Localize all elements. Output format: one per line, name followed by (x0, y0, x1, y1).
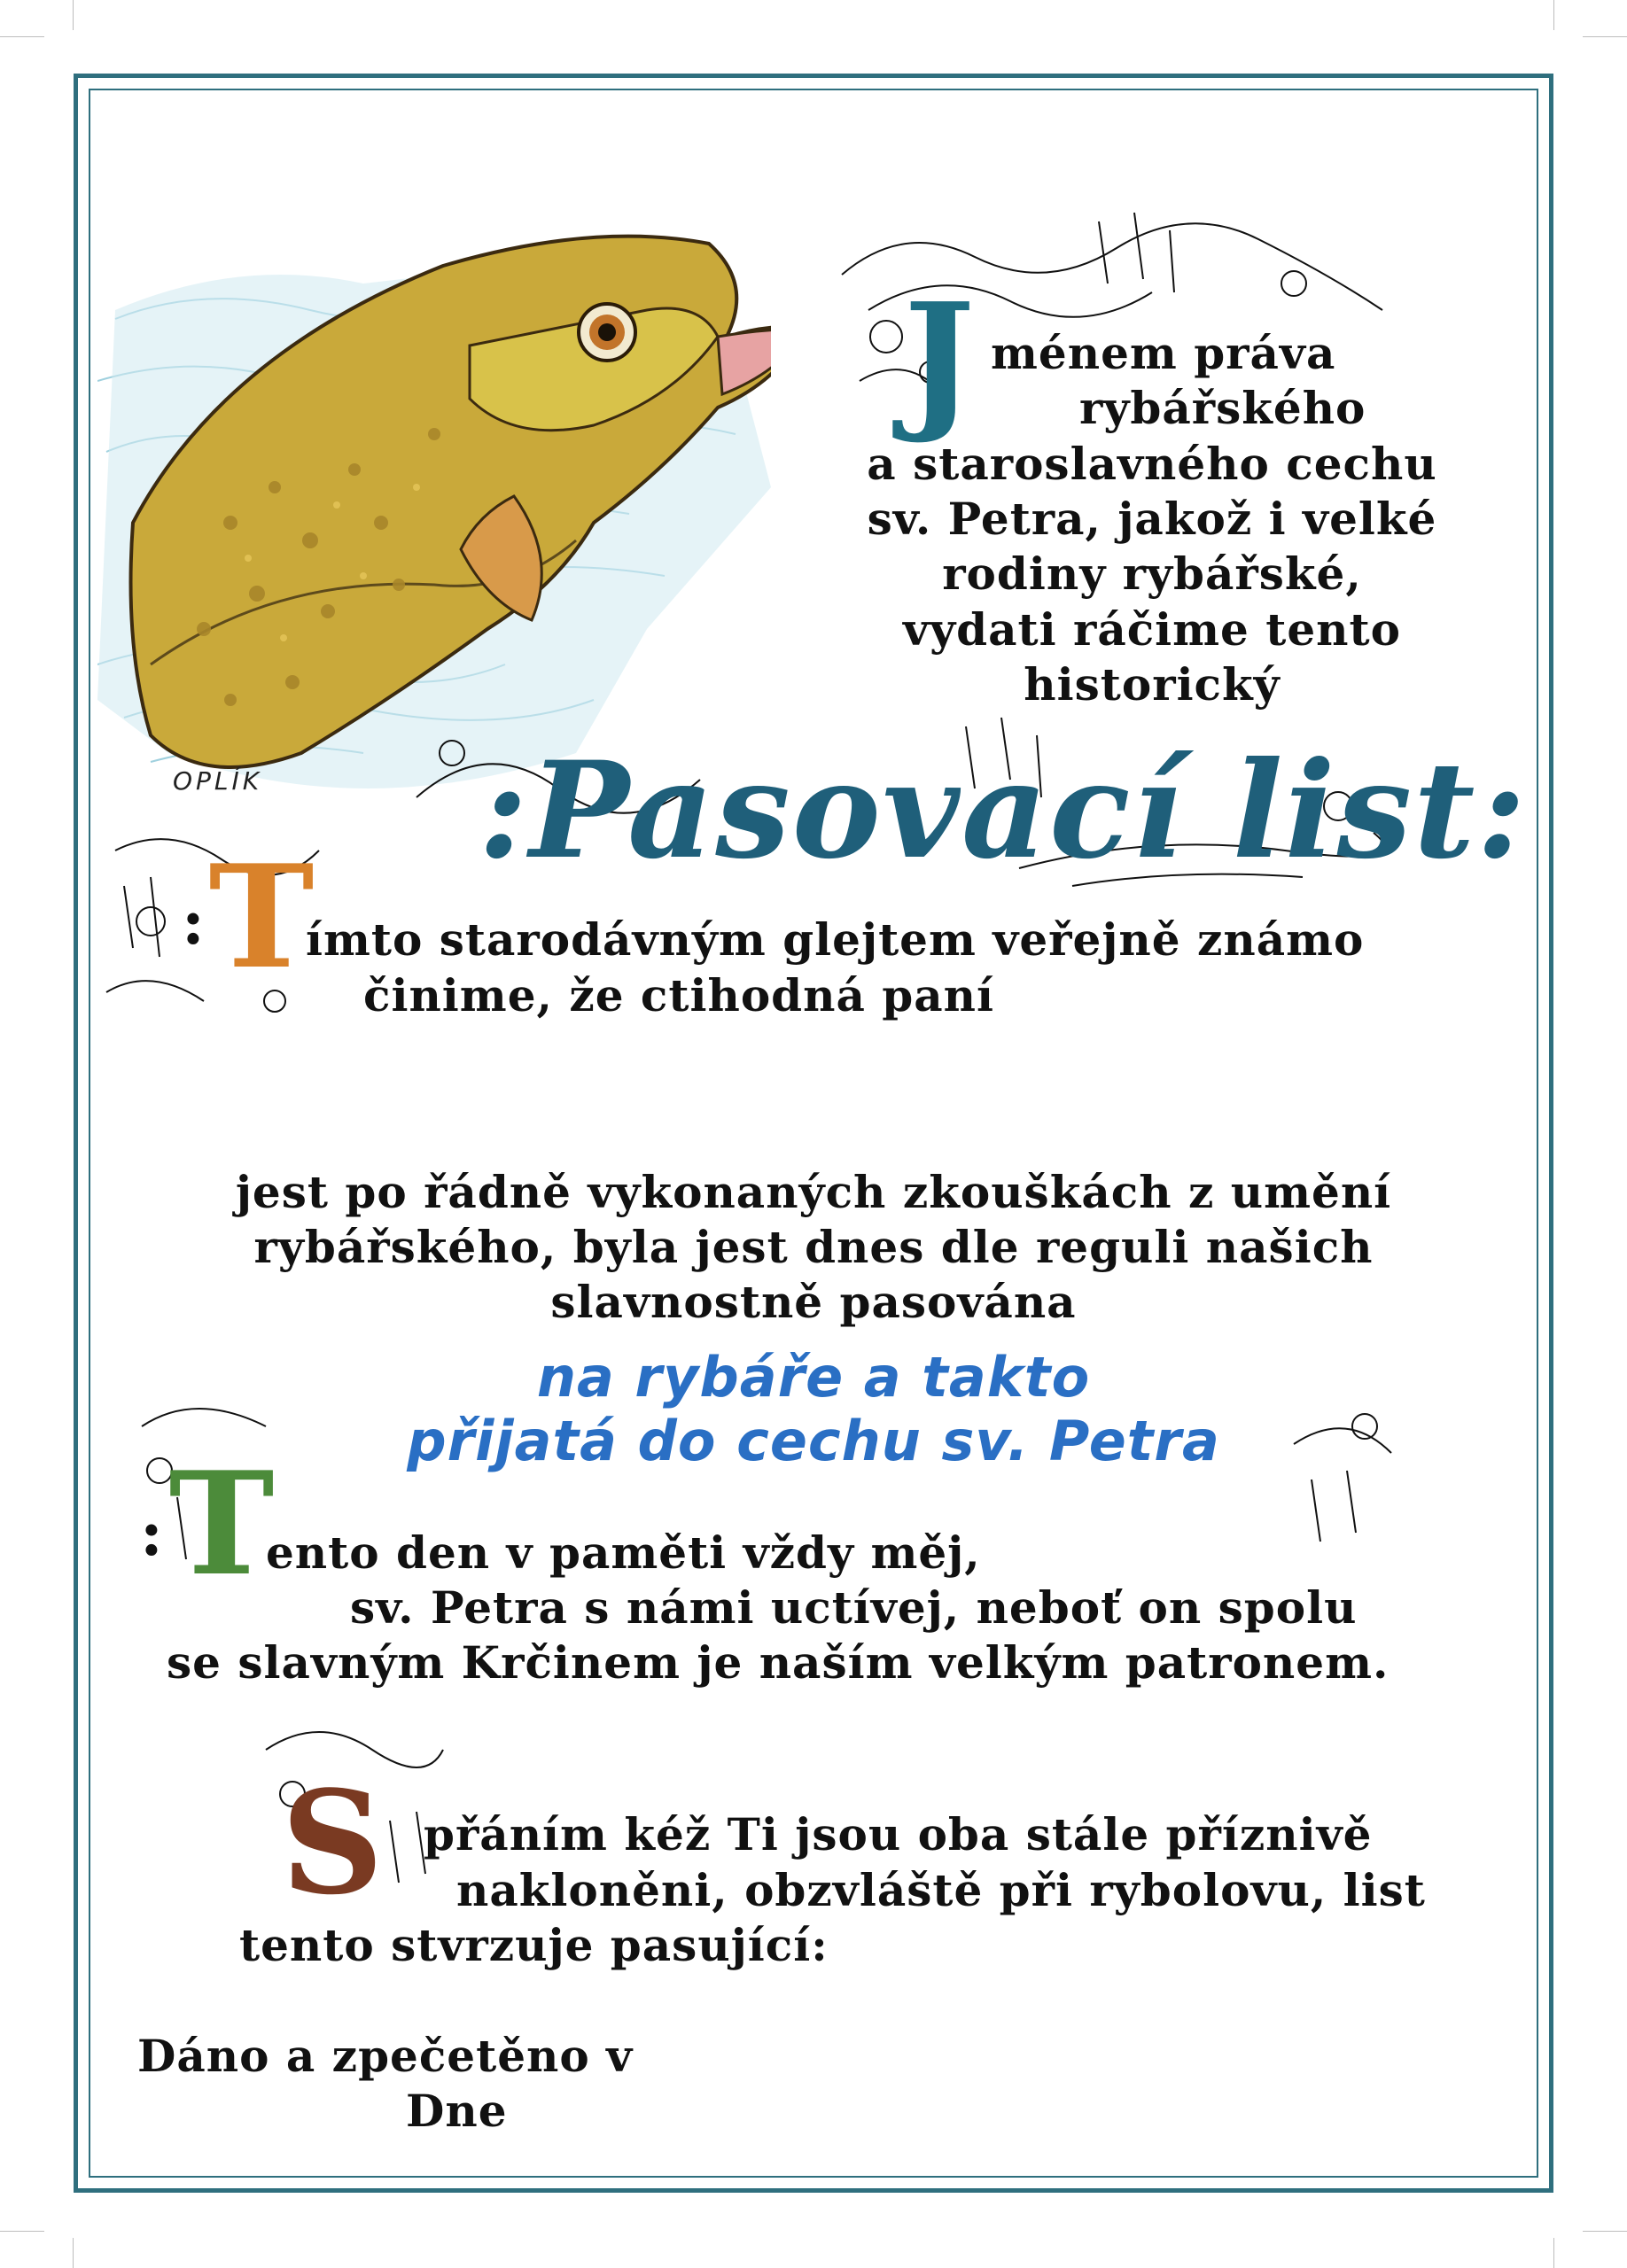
crop-mark (0, 2231, 44, 2232)
paragraph-1-prefix: : (182, 885, 206, 959)
paragraph-1-line: ímto starodávným glejtem veřejně známo (306, 913, 1365, 966)
paragraph-2-line: slavnostně pasována (550, 1276, 1077, 1328)
intro-line: rodiny rybářské, (942, 548, 1362, 600)
crop-mark (73, 0, 74, 30)
crop-mark (1583, 2231, 1627, 2232)
crop-mark (0, 36, 44, 37)
date-label: Dne (406, 2085, 508, 2137)
banner-line: na rybáře a takto (536, 1345, 1091, 1410)
paragraph-2-line: rybářského, byla jest dnes dle reguli našich (253, 1221, 1374, 1273)
intro-line: a staroslavného cechu (867, 438, 1437, 490)
crop-mark (73, 2238, 74, 2268)
banner-line: přijatá do cechu sv. Petra (407, 1409, 1220, 1473)
initial-letter-j: J (903, 270, 976, 447)
initial-letter-t-green: T (168, 1441, 275, 1607)
paragraph-4-line: přáním kéž Ti jsou oba stále příznivě (424, 1808, 1373, 1860)
paragraph-3-line: sv. Petra s námi uctívej, neboť on spolu (350, 1581, 1358, 1634)
paragraph-3-prefix: : (140, 1496, 164, 1570)
intro-line: historický (1024, 658, 1281, 711)
paragraph-3-line: ento den v paměti vždy měj, (266, 1526, 981, 1579)
intro-line: rybářského (1079, 382, 1366, 434)
artist-signature: OPLÍK (173, 766, 263, 796)
initial-letter-s-brown: S (281, 1759, 384, 1926)
paragraph-1-line: činime, že ctihodná paní (363, 969, 994, 1021)
intro-line: ménem práva (991, 327, 1336, 379)
paragraph-4-line: tento stvrzuje pasující: (239, 1919, 829, 1971)
place-label: Dáno a zpečetěno v (137, 2030, 634, 2082)
paragraph-3-line: se slavným Krčinem je naším velkým patronem. (167, 1636, 1390, 1689)
paragraph-2-line: jest po řádně vykonaných zkouškách z umění (235, 1166, 1392, 1218)
intro-line: vydati ráčime tento (903, 603, 1401, 656)
intro-line: sv. Petra, jakož i velké (867, 493, 1437, 545)
crop-mark (1553, 2238, 1554, 2268)
crop-mark (1583, 36, 1627, 37)
document-title: :Pasovací list: (479, 733, 1528, 889)
paragraph-4-line: nakloněni, obzvláště při rybolovu, list (456, 1864, 1426, 1916)
crop-mark (1553, 0, 1554, 30)
initial-letter-t-orange: T (208, 834, 315, 1000)
